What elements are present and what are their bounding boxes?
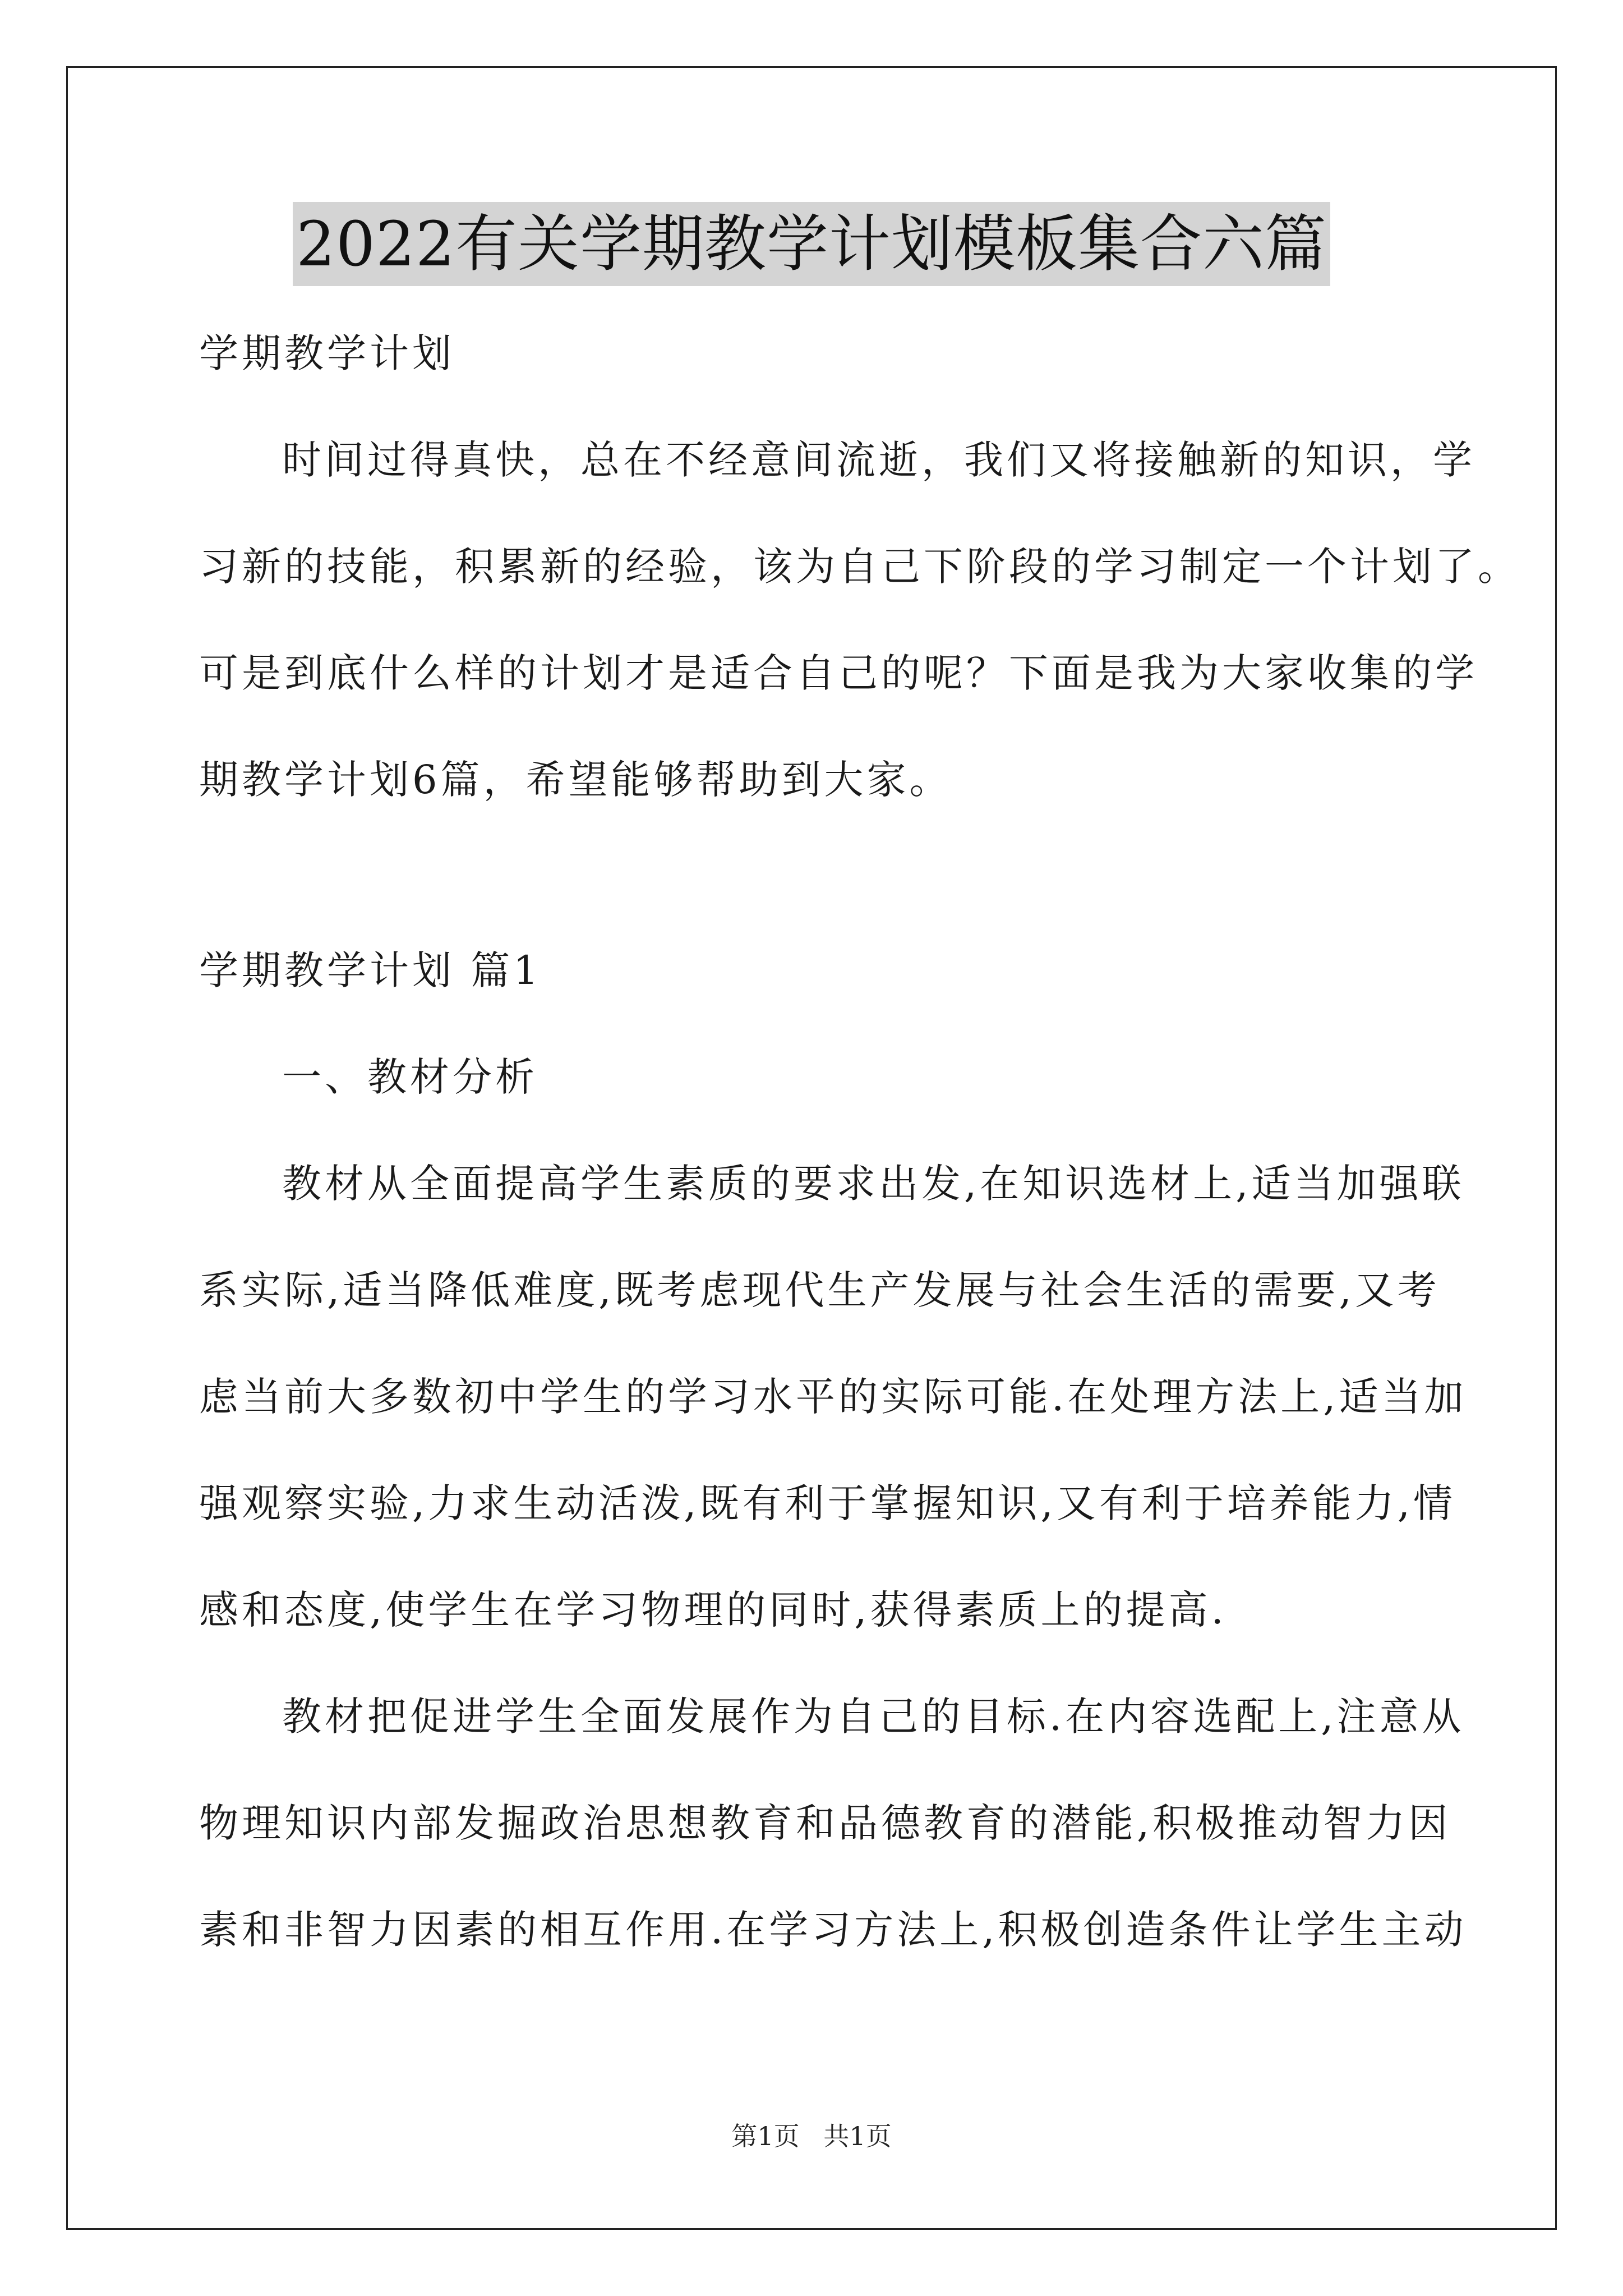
title-container [0,202,1623,286]
paragraph-line: 物理知识内部发掘政治思想教育和品德教育的潜能,积极推动智力因 [199,1800,1451,1846]
intro-line: 时间过得真快，总在不经意间流逝，我们又将接触新的知识，学 [282,437,1476,483]
intro-line: 可是到底什么样的计划才是适合自己的呢？下面是我为大家收集的学 [199,650,1478,696]
page-number-current: 第1页 [731,2121,800,2151]
section-subheading: 一、教材分析 [282,1054,538,1100]
paragraph-gap [199,833,1422,917]
document-body [199,300,1520,1983]
document-title: 2022有关学期教学计划模板集合六篇 [293,202,1330,286]
paragraph-line: 系实际,适当降低难度,既考虑现代生产发展与社会生活的需要,又考 [199,1267,1440,1313]
intro-line: 期教学计划6篇，希望能够帮助到大家。 [199,757,952,803]
intro-heading: 学期教学计划 [199,330,455,376]
section-heading: 学期教学计划 篇1 [199,947,542,993]
paragraph-line: 虑当前大多数初中学生的学习水平的实际可能.在处理方法上,适当加 [199,1374,1467,1420]
page-footer [0,2119,1623,2153]
paragraph-line: 感和态度,使学生在学习物理的同时,获得素质上的提高. [199,1587,1227,1633]
paragraph-line: 教材把促进学生全面发展作为自己的目标.在内容选配上,注意从 [282,1694,1465,1740]
paragraph-line: 强观察实验,力求生动活泼,既有利于掌握知识,又有利于培养能力,情 [199,1480,1456,1526]
paragraph-line: 素和非智力因素的相互作用.在学习方法上,积极创造条件让学生主动 [199,1907,1467,1953]
page-number-total: 共1页 [823,2121,892,2151]
paragraph-line: 教材从全面提高学生素质的要求出发,在知识选材上,适当加强联 [282,1161,1465,1207]
intro-line: 习新的技能，积累新的经验，该为自己下阶段的学习制定一个计划了。 [199,544,1520,590]
